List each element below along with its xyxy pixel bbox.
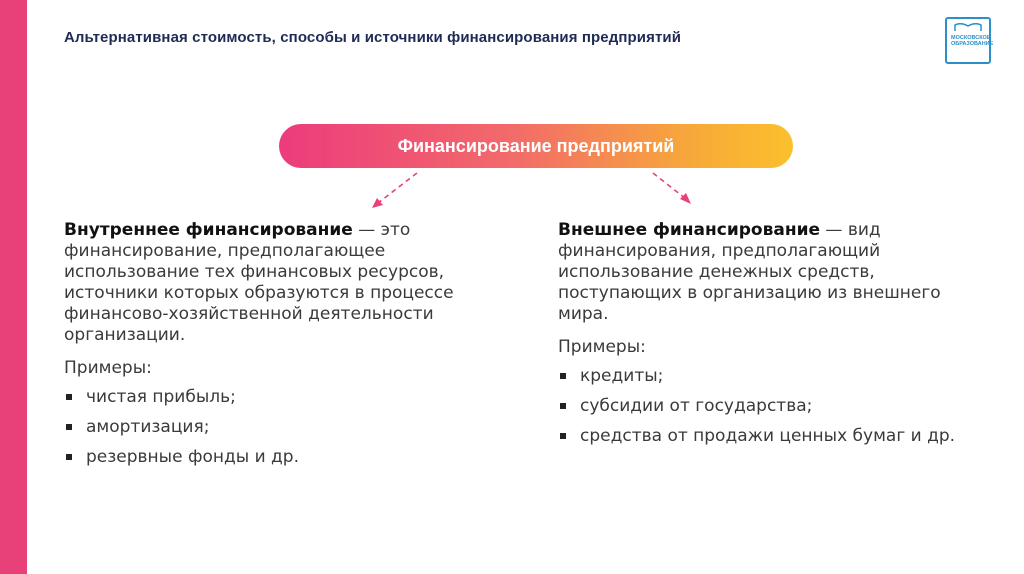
internal-financing-column [64,220,504,477]
internal-examples-heading: Примеры: [64,358,152,378]
left-arrow-icon [372,173,417,208]
bullet-icon [66,394,72,400]
external-financing-term: Внешнее финансирование [558,220,821,240]
moscow-education-logo [945,17,994,64]
bullet-icon [66,454,72,460]
internal-financing-text: — это финансирование, предполагающее использование тех финансовых ресурсов, источники которых образуются в процессе финансово-хозяйственной деятельности организации. [64,220,454,345]
bullet-icon [560,403,566,409]
book-flag-icon [953,23,983,32]
external-financing-column [558,220,978,456]
topic-pill-label: Финансирование предприятий [397,135,675,156]
list-item: кредиты; [558,366,978,387]
left-accent-stripe [0,0,27,574]
logo-text: МОСКОВСКОЕ ОБРАЗОВАНИЕ [951,35,994,47]
list-item: амортизация; [64,417,504,438]
slide-title: Альтернативная стоимость, способы и источники финансирования предприятий [64,29,682,46]
topic-pill [279,124,793,168]
list-item: субсидии от государства; [558,396,978,417]
external-financing-definition [558,220,978,325]
list-item: резервные фонды и др. [64,447,504,468]
list-item: средства от продажи ценных бумаг и др. [558,426,978,447]
internal-financing-definition [64,220,504,346]
internal-examples-list [64,387,504,468]
bullet-icon [560,433,566,439]
bullet-icon [560,373,566,379]
right-arrow-icon [653,173,691,204]
list-item: чистая прибыль; [64,387,504,408]
external-examples-list [558,366,978,447]
external-examples-heading: Примеры: [558,337,646,357]
external-financing-text: — вид финансирования, предполагающий использование денежных средств, поступающих в организацию из внешнего мира. [558,220,941,324]
internal-financing-term: Внутреннее финансирование [64,220,353,240]
bullet-icon [66,424,72,430]
